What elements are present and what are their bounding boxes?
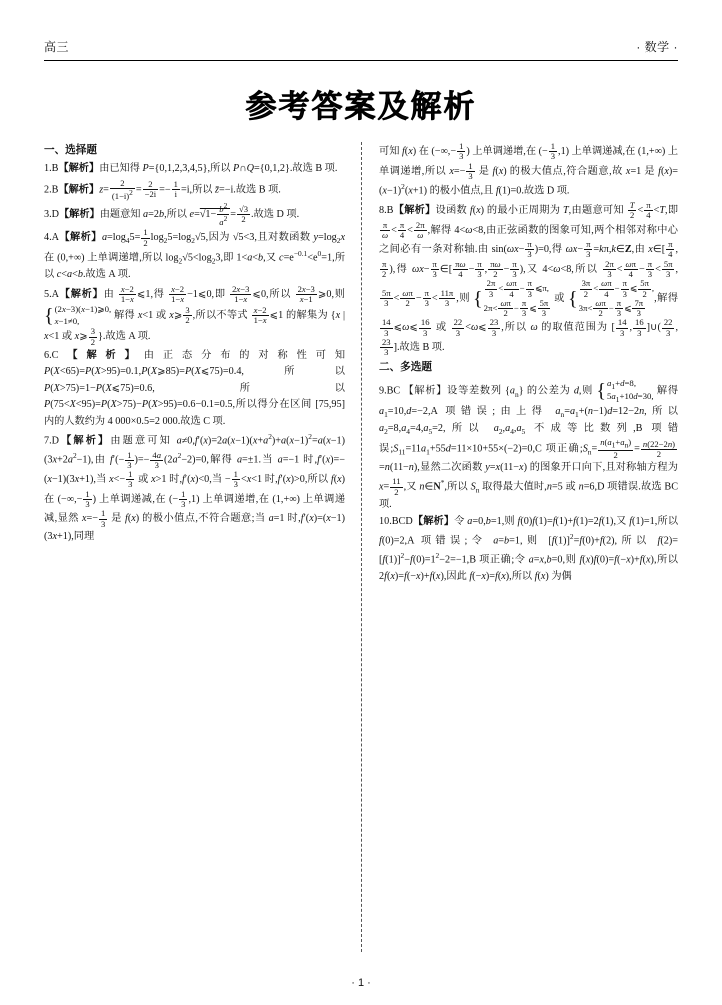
- left-column: [44, 142, 361, 952]
- answer-item-10: 10.BCD【解析】令 a=0,b=1,则 f(0)f(1)=f(1)+f(1)=2f(1),又 f(1)=1,所以 f(0)=2,A 项错误;令 a=b=1,则 $[f(1)]^2=f(0)+f(2)$,所以 $f(2)=[f(1)]^2-f(0)=1^2-2=-1,B$ 项正确;令 a=x,b=0,则 f(x)f(0)=f(−x)+f(x),所以 2f(x)=f(−x)+f(x),因此 f(−x)=f(x),所以 f(x) 为偶: [379, 516, 679, 582]
- answer-item-1: 1.B【解析】由已知得 P={0,1,2,3,4,5},所以 P∩Q={0,1,2}.故选 B 项.: [44, 163, 338, 175]
- section-heading-multi-choice: 二、多选题: [379, 360, 432, 373]
- answer-item-2: 2.B【解析】z= $\frac{2}{(1-i)2}$ = $\frac{2}{-2i}$ =− $\frac{1}{i}$ =i,所以 z̄=−i.故选 B 项.: [44, 177, 281, 201]
- page-number: · 1 ·: [351, 977, 371, 989]
- two-column-body: [44, 142, 678, 952]
- header-rule: [44, 60, 678, 61]
- answer-item-7: 7.D【解析】由题意可知 $a\ne 0,f'(x)=2a(x-1)(x+a^2)+a(x-1)^2=a(x-1)(3x+2a^2-1)$,由 f′(− $\frac{1}{3}$ )=− $\frac{4a}{3}$ $(2a^2-2)=0$,解得 a=±1.当 a=−1 时,f′(x)=−(x−1)(3x+1),当 x<− $\frac{1}{3}$ 或 x>1 时,f′(x)<0,当 − $\frac{1}{3}$ <x<1 时,f′(x)>0,所以 f(x) 在 (−∞,− $\frac{1}{3}$ ) 上单调递减,在 (− $\frac{1}{3}$ ,1) 上单调递增,在 (1,+∞) 上单调递减,显然 x=− $\frac{1}{3}$ 是 f(x) 的极小值点,不符合题意;当 a=1 时,f′(x)=(x−1)(3x+1),同理: [44, 432, 346, 542]
- header-subject-label: · 数学 ·: [636, 40, 678, 54]
- header-grade-label: 高三: [44, 40, 70, 54]
- answer-item-5: 5.A【解析】由 $\frac{x-2}{1-x}$ ⩽1,得 $\frac{x-2}{1-x}$ −1⩽0,即 $\frac{2x-3}{1-x}$ ⩽0,所以 $\frac{2x-3}{x-1}$ ⩾0,则 { (2x−3)(x−1)⩾0, x−1≠0, 解得 x<1 或 x⩾ $\frac{3}{2}$ ,所以不等式 $\frac{x-2}{1-x}$ ⩽1 的解集为 {x | x<1 或 x⩾ $\frac{3}{2}$ }.故选 A 项.: [44, 283, 346, 347]
- answer-item-6: 6.C【解析】由正态分布的对称性可知 P(X<65)=P(X>95)=0.1,P(X⩾85)=P(X⩽75)=0.4,所以 P(X>75)=1−P(X⩽75)=0.6,所以 P(75<X<95)=P(X>75)−P(X>95)=0.6−0.1=0.5,所以得分在区间 [75,95] 内的人数约为 4 000×0.5=2 000.故选 C 项.: [44, 349, 346, 427]
- answer-item-8: 8.B【解析】设函数 f(x) 的最小正周期为 T,由题意可知 $\frac{T}{2}$ < $\frac{\pi}{4}$ <T,即 $\frac{\pi}{\omega}$ < $\frac{\pi}{4}$ < $\frac{2\pi}{\omega}$ ,解得 4<ω<8,由正弦函数的图象可知,两个相邻对称中心之间必有一条对称轴.由 sin(ωx− $\frac{\pi}{3}$ )=0,得 ωx− $\frac{\pi}{3}$ =kπ,k∈Z,由 x∈[ $\frac{\pi}{4}$ , $\frac{\pi}{2}$ ),得 ωx− $\frac{\pi}{3}$ ∈[ $\frac{\pi\omega}{4}$ − $\frac{\pi}{3}$ , $\frac{\pi\omega}{2}$ − $\frac{\pi}{3}$ ),又 4<ω<8,所以 $\frac{2\pi}{3}$ < $\frac{\omega\pi}{4}$ − $\frac{\pi}{3}$ < $\frac{5\pi}{3}$ , $\frac{5\pi}{3}$ < $\frac{\omega\pi}{2}$ − $\frac{\pi}{3}$ < $\frac{11\pi}{3}$ ,则 { $\frac{2\pi}{3}$ < $\frac{\omega\pi}{4}$ − $\frac{\pi}{3}$ ⩽π, 2π< $\frac{\omega\pi}{2}$ − $\frac{\pi}{3}$ ⩽ $\frac{5\pi}{3}$ 或 { $\frac{3\pi}{2}$ < $\frac{\omega\pi}{4}$ − $\frac{\pi}{3}$ ⩽ $\frac{5\pi}{2}$ , 3π< $\frac{\omega\pi}{2}$ − $\frac{\pi}{3}$ ⩽ $\frac{7\pi}{3}$ ,解得 $\frac{14}{3}$ ⩽ω⩽ $\frac{16}{3}$ 或 $\frac{22}{3}$ <ω⩽ $\frac{23}{3}$ ,所以 ω 的取值范围为 [ $\frac{14}{3}$ , $\frac{16}{3}$ ]∪( $\frac{22}{3}$ , $\frac{23}{3}$ ].故选 B 项.: [379, 200, 679, 358]
- answer-item-7-cont: 可知 f(x) 在 (−∞,− $\frac{1}{3}$ ) 上单调递增,在 (− $\frac{1}{3}$ ,1) 上单调递减,在 (1,+∞) 上单调递增,所以 x=− $\frac{1}{3}$ 是 f(x) 的极大值点,符合题意,故 x=1 是 $f(x)=(x-1)^2(x+1)$ 的极小值点,且 f(1)=0.故选 D 项.: [379, 141, 679, 197]
- answer-item-4: 4.A【解析】$a=\log_45=$ $\frac{1}{2}$ $\log_25=\log_2√5$,因为 √5<3,且对数函数 $y=\log_2x$ 在 (0,+∞) 上单调递增,所以 $\log_2√5<\log_23$,即 1<a<b,又 $c=e^{-0.1}<e^0=1$,所以 c<a<b.故选 A 项.: [44, 227, 346, 281]
- page-header: [44, 38, 678, 58]
- answer-item-9: 9.BC 【解析】设等差数列 $\{a_n\}$ 的公差为 d,则 { $a_1+d=8$, $5a_1+10d=30$, 解得 $a_1=10,d=-2,A$ 项错误;由上得 $a_n=a_1+(n-1)d=12-2n$,所以 $a_2=8,a_4=4,a_5=2$,所以 $a_2,a_4,a_5$ 不成等比数列,B 项错误$;S_{11}=11a_1+55d=11\times 10+55\times(-2)=0,C$ 项正确$;S_n=$ $\frac{n(a1+an)}{2}$ = $\frac{n(22-2n)}{2}$ =n(11−n),显然二次函数 y=x(11−x) 的图象开口向下,且对称轴方程为 x= $\frac{11}{2}$ ,又 n∈N*,所以 $S_n$ 取得最大值时,n=5 或 n=6,D 项错误.故选 BC 项.: [379, 377, 679, 510]
- answer-item-3: 3.D【解析】由题意知 a=2b,所以 e=√1− $\frac{b2}{a2}$ = $\frac{√3}{2}$ .故选 D 项.: [44, 201, 300, 228]
- right-column: [361, 142, 678, 952]
- page-title: 参考答案及解析: [245, 89, 477, 125]
- section-heading-single-choice: 一、选择题: [44, 144, 97, 156]
